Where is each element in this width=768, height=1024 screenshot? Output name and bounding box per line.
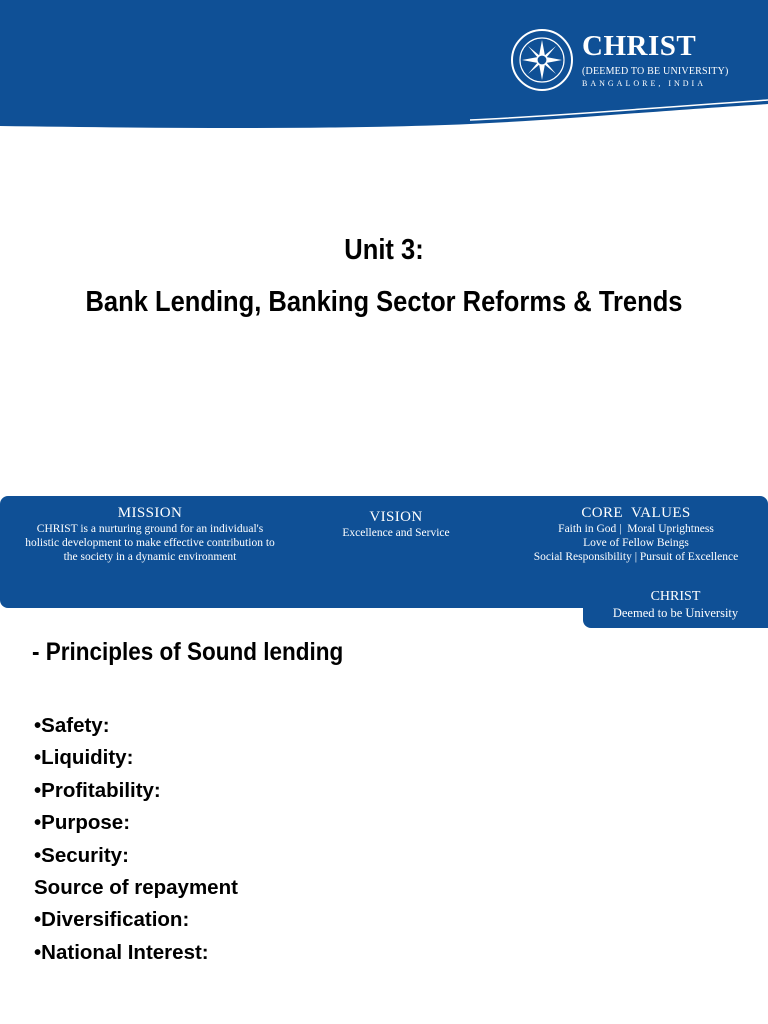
principles-list [34, 710, 238, 969]
vision-text: Excellence and Service [342, 527, 450, 539]
list-item: •Profitability: [34, 778, 161, 802]
core-values-line: Faith in God | Moral Uprightness [558, 523, 714, 535]
university-seal-icon [510, 28, 574, 92]
list-item: •Liquidity: [34, 746, 134, 770]
tab-line-1: CHRIST [650, 589, 701, 604]
vision-heading: VISION [369, 509, 423, 525]
brand-location: BANGALORE, INDIA [582, 79, 706, 88]
mission-section [6, 504, 294, 564]
section-heading: - Principles of Sound lending [32, 638, 344, 666]
vision-section [320, 508, 472, 540]
mission-line: CHRIST is a nurturing ground for an individual's [36, 523, 264, 535]
list-item: •Diversification: [34, 908, 190, 932]
mission-heading: MISSION [117, 505, 183, 521]
list-item: •Safety: [34, 714, 110, 737]
mission-line: the society in a dynamic environment [63, 551, 237, 563]
core-values-section [512, 504, 760, 564]
title-line-2: Bank Lending, Banking Sector Reforms & Trends [85, 286, 683, 318]
brand-name: CHRIST [582, 30, 697, 62]
university-logo [510, 26, 746, 96]
title-line-1: Unit 3: [344, 234, 424, 266]
core-values-heading: CORE VALUES [581, 505, 691, 521]
slide-title [0, 224, 768, 328]
list-item: •Purpose: [34, 811, 131, 835]
tab-line-2: Deemed to be University [612, 606, 739, 620]
core-values-line: Social Responsibility | Pursuit of Excellence [533, 551, 739, 563]
list-item: Source of repayment [34, 876, 238, 900]
university-tab [583, 584, 768, 628]
brand-subtitle: (DEEMED TO BE UNIVERSITY) [582, 66, 729, 77]
list-item: •Security: [34, 843, 129, 867]
core-values-line: Love of Fellow Beings [583, 537, 689, 549]
mission-line: holistic development to make effective contribution to [25, 537, 275, 549]
list-item: •National Interest: [34, 940, 209, 964]
